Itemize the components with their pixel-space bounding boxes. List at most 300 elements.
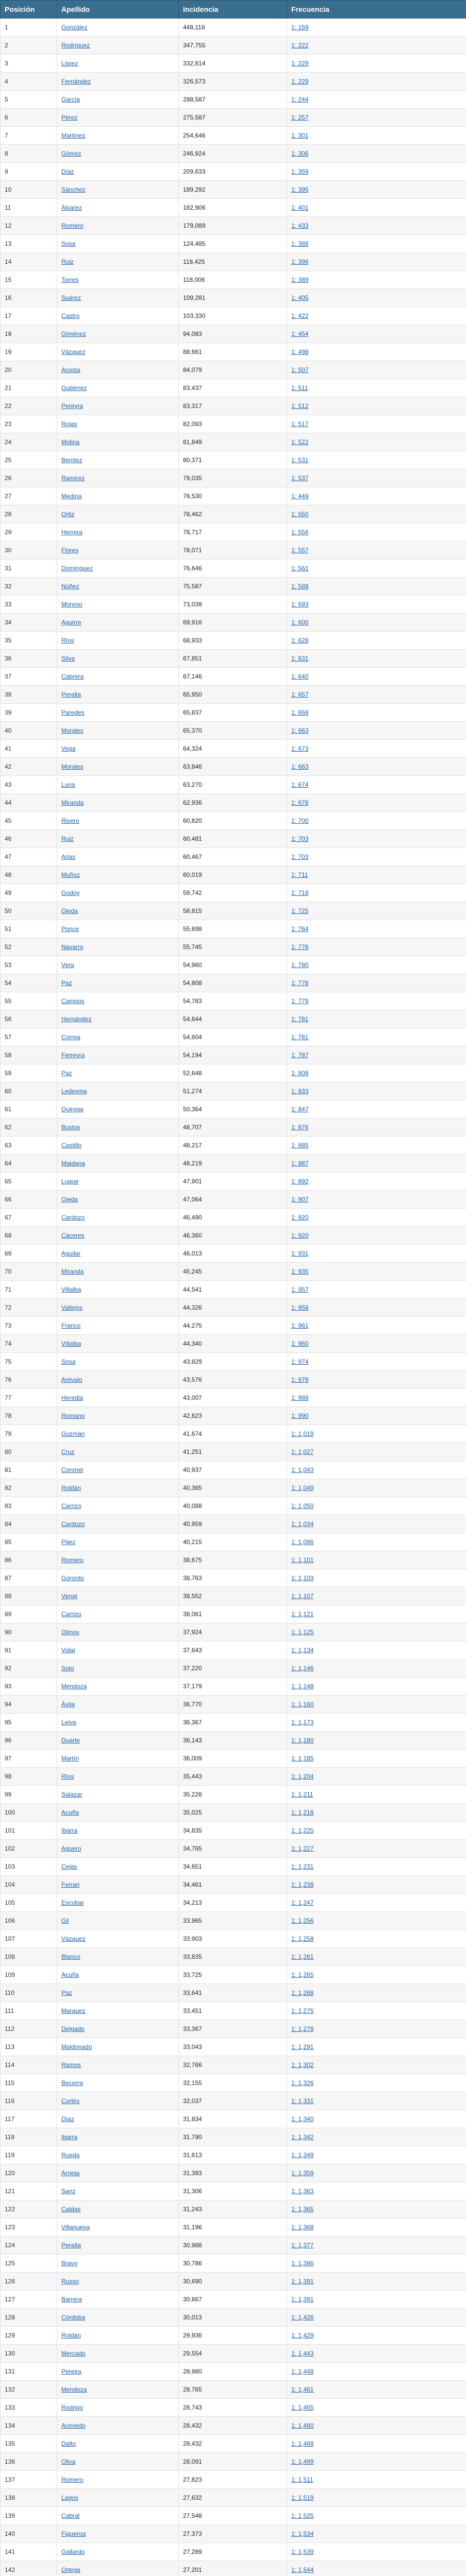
cell-apellido-link[interactable]: Roldán — [61, 2332, 81, 2339]
cell-frecuencia[interactable]: 1: 640 — [287, 668, 466, 686]
cell-apellido-link[interactable]: Castro — [61, 312, 80, 319]
cell-apellido-link[interactable]: Blanco — [61, 1953, 80, 1960]
cell-frecuencia[interactable]: 1: 1,185 — [287, 1750, 466, 1768]
cell-frecuencia[interactable]: 1: 511 — [287, 379, 466, 397]
cell-apellido-link[interactable]: Caldas — [61, 2206, 81, 2213]
cell-apellido-link[interactable]: Paz — [61, 1070, 72, 1077]
cell-frecuencia[interactable]: 1: 700 — [287, 812, 466, 830]
cell-frecuencia[interactable]: 1: 244 — [287, 91, 466, 109]
cell-apellido-link[interactable]: Olmos — [61, 1629, 79, 1636]
cell-frecuencia[interactable]: 1: 1,204 — [287, 1768, 466, 1786]
cell-apellido-link[interactable]: Cruz — [61, 1448, 75, 1455]
cell-frecuencia[interactable]: 1: 1,525 — [287, 2507, 466, 2525]
cell-frecuencia[interactable]: 1: 776 — [287, 938, 466, 956]
cell-frecuencia[interactable]: 1: 550 — [287, 505, 466, 523]
cell-frecuencia[interactable]: 1: 306 — [287, 145, 466, 163]
cell-apellido-link[interactable]: Ortiz — [61, 511, 75, 518]
cell-apellido-link[interactable]: Ríos — [61, 1773, 74, 1780]
cell-apellido-link[interactable]: Morales — [61, 727, 84, 734]
cell-frecuencia[interactable]: 1: 703 — [287, 830, 466, 848]
cell-incidencia: 209,633 — [179, 163, 287, 181]
cell-apellido-link[interactable]: Cáceres — [61, 1232, 85, 1239]
cell-apellido-link[interactable]: Sosa — [61, 240, 76, 247]
cell-apellido-link[interactable]: Giménez — [61, 330, 87, 337]
cell-apellido-link[interactable]: Romano — [61, 1412, 85, 1419]
cell-frecuencia[interactable]: 1: 537 — [287, 469, 466, 487]
cell-frecuencia[interactable]: 1: 847 — [287, 1100, 466, 1118]
cell-apellido-link[interactable]: Guzmán — [61, 1430, 85, 1437]
cell-apellido-link[interactable]: Peralta — [61, 2242, 81, 2249]
cell-apellido-link[interactable]: Peralta — [61, 691, 81, 698]
cell-apellido-link[interactable]: Pereyra — [61, 402, 84, 410]
cell-apellido-link[interactable]: Rodrigo — [61, 2404, 84, 2411]
cell-frecuencia[interactable]: 1: 1,218 — [287, 1804, 466, 1822]
cell-incidencia: 55,745 — [179, 938, 287, 956]
cell-apellido-link[interactable]: Pérez — [61, 114, 78, 121]
cell-frecuencia[interactable]: 1: 1,391 — [287, 2273, 466, 2291]
cell-frecuencia[interactable]: 1: 1,261 — [287, 1948, 466, 1966]
cell-frecuencia[interactable]: 1: 433 — [287, 217, 466, 235]
cell-apellido-link[interactable]: Cardozo — [61, 1214, 85, 1221]
cell-frecuencia[interactable]: 1: 1,429 — [287, 2327, 466, 2345]
cell-frecuencia[interactable]: 1: 557 — [287, 541, 466, 560]
cell-apellido-link[interactable]: Medina — [61, 493, 82, 500]
cell-apellido-link[interactable]: Páez — [61, 1538, 76, 1546]
cell-frecuencia[interactable]: 1: 222 — [287, 37, 466, 55]
cell-frecuencia[interactable]: 1: 663 — [287, 722, 466, 740]
cell-frecuencia[interactable]: 1: 1,101 — [287, 1551, 466, 1569]
cell-apellido-link[interactable]: Romero — [61, 222, 84, 229]
cell-frecuencia[interactable]: 1: 778 — [287, 974, 466, 992]
cell-frecuencia[interactable]: 1: 1,121 — [287, 1605, 466, 1623]
cell-frecuencia[interactable]: 1: 1,086 — [287, 1533, 466, 1551]
cell-apellido-link[interactable]: Álvarez — [61, 204, 82, 211]
cell-apellido-link[interactable]: Miranda — [61, 799, 84, 806]
cell-frecuencia[interactable]: 1: 1,027 — [287, 1443, 466, 1461]
cell-apellido-link[interactable]: Acuña — [61, 1809, 79, 1816]
cell-apellido-link[interactable]: Ledesma — [61, 1088, 87, 1095]
cell-frecuencia[interactable]: 1: 512 — [287, 397, 466, 415]
cell-apellido-link[interactable]: Vergé — [61, 1592, 78, 1600]
cell-apellido-link[interactable]: Díaz — [61, 2115, 74, 2123]
cell-apellido-link[interactable]: Correa — [61, 1033, 80, 1041]
cell-frecuencia[interactable]: 1: 1,180 — [287, 1732, 466, 1750]
cell-apellido-link[interactable]: Carrizo — [61, 1502, 81, 1510]
cell-apellido-link[interactable]: Sanz — [61, 2188, 76, 2195]
cell-frecuencia[interactable]: 1: 711 — [287, 866, 466, 884]
cell-apellido — [57, 1443, 179, 1461]
cell-frecuencia[interactable]: 1: 1,326 — [287, 2074, 466, 2092]
cell-frecuencia[interactable]: 1: 1,349 — [287, 2146, 466, 2164]
cell-frecuencia[interactable]: 1: 593 — [287, 596, 466, 614]
cell-frecuencia[interactable]: 1: 1,465 — [287, 2399, 466, 2417]
cell-frecuencia[interactable]: 1: 1,365 — [287, 2200, 466, 2218]
cell-incidencia: 54,604 — [179, 1028, 287, 1046]
cell-frecuencia[interactable]: 1: 1,391 — [287, 2291, 466, 2309]
cell-apellido-link[interactable]: Dalto — [61, 2440, 76, 2447]
cell-apellido-link[interactable]: Herrera — [61, 529, 82, 536]
cell-apellido-link[interactable]: Rueda — [61, 2151, 80, 2159]
cell-frecuencia[interactable]: 1: 1,368 — [287, 2218, 466, 2236]
cell-apellido-link[interactable]: Romero — [61, 1556, 84, 1564]
cell-apellido-link[interactable]: García — [61, 96, 80, 103]
cell-apellido-link[interactable]: Cejas — [61, 1863, 77, 1870]
cell-frecuencia[interactable]: 1: 1,480 — [287, 2417, 466, 2435]
cell-frecuencia[interactable]: 1: 979 — [287, 1371, 466, 1389]
cell-apellido-link[interactable]: Córdoba — [61, 2314, 86, 2321]
cell-frecuencia[interactable]: 1: 887 — [287, 1155, 466, 1173]
cell-frecuencia[interactable]: 1: 1,043 — [287, 1461, 466, 1479]
cell-frecuencia[interactable]: 1: 876 — [287, 1118, 466, 1137]
cell-frecuencia[interactable]: 1: 561 — [287, 560, 466, 578]
cell-frecuencia[interactable]: 1: 1,342 — [287, 2128, 466, 2146]
cell-apellido-link[interactable]: Torres — [61, 276, 79, 283]
cell-frecuencia[interactable]: 1: 657 — [287, 686, 466, 704]
cell-frecuencia[interactable]: 1: 388 — [287, 235, 466, 253]
table-row — [1, 2020, 466, 2038]
cell-frecuencia[interactable]: 1: 974 — [287, 1353, 466, 1371]
cell-apellido-link[interactable]: Navarro — [61, 943, 84, 951]
cell-frecuencia[interactable]: 1: 960 — [287, 1335, 466, 1353]
cell-apellido-link[interactable]: Rodríguez — [61, 42, 90, 49]
cell-frecuencia[interactable]: 1: 1,146 — [287, 1659, 466, 1677]
cell-apellido-link[interactable]: Martínez — [61, 132, 86, 139]
cell-apellido-link[interactable]: Godoy — [61, 889, 80, 896]
cell-apellido-link[interactable]: Delgado — [61, 2025, 85, 2032]
cell-frecuencia[interactable]: 1: 395 — [287, 181, 466, 199]
cell-apellido-link[interactable]: Villanueva — [61, 2224, 90, 2231]
cell-frecuencia[interactable]: 1: 935 — [287, 1263, 466, 1281]
cell-apellido-link[interactable]: Villalba — [61, 1340, 81, 1347]
cell-frecuencia[interactable]: 1: 422 — [287, 307, 466, 325]
cell-frecuencia[interactable]: 1: 1,265 — [287, 1966, 466, 1984]
cell-apellido-link[interactable]: Escobar — [61, 1899, 85, 1906]
cell-apellido-link[interactable]: Arias — [61, 853, 76, 860]
cell-apellido-link[interactable]: Ojeda — [61, 1196, 78, 1203]
cell-apellido-link[interactable]: Roldán — [61, 1484, 81, 1492]
cell-apellido-link[interactable]: Villalba — [61, 1286, 81, 1293]
cell-apellido-link[interactable]: Hernández — [61, 1015, 92, 1023]
cell-frecuencia[interactable]: 1: 1,448 — [287, 2363, 466, 2381]
cell-apellido-link[interactable]: Acevedo — [61, 2422, 86, 2429]
cell-frecuencia[interactable]: 1: 1,363 — [287, 2182, 466, 2200]
cell-apellido-link[interactable]: Vázquez — [61, 348, 86, 355]
cell-apellido-link[interactable]: Acuña — [61, 1971, 79, 1978]
cell-frecuencia[interactable]: 1: 961 — [287, 1317, 466, 1335]
header-posicion[interactable]: Posición — [1, 1, 57, 19]
cell-frecuencia[interactable]: 1: 359 — [287, 163, 466, 181]
cell-apellido-link[interactable]: Gil — [61, 1917, 69, 1924]
cell-frecuencia[interactable]: 1: 779 — [287, 992, 466, 1010]
cell-apellido-link[interactable]: Vázquez — [61, 1935, 86, 1942]
cell-frecuencia[interactable]: 1: 257 — [287, 109, 466, 127]
cell-apellido-link[interactable]: Quiroga — [61, 1106, 84, 1113]
cell-frecuencia[interactable]: 1: 1,227 — [287, 1840, 466, 1858]
cell-apellido-link[interactable]: Aguirre — [61, 619, 81, 626]
cell-frecuencia[interactable]: 1: 988 — [287, 1389, 466, 1407]
cell-frecuencia[interactable]: 1: 678 — [287, 794, 466, 812]
cell-frecuencia[interactable]: 1: 1,278 — [287, 2020, 466, 2038]
cell-frecuencia[interactable]: 1: 1,125 — [287, 1623, 466, 1641]
cell-apellido-link[interactable]: Vera — [61, 961, 74, 969]
cell-apellido-link[interactable]: Fernández — [61, 78, 91, 85]
cell-apellido-link[interactable]: Ferreyra — [61, 1052, 85, 1059]
cell-apellido-link[interactable]: Castillo — [61, 1142, 82, 1149]
cell-frecuencia[interactable]: 1: 401 — [287, 199, 466, 217]
cell-frecuencia[interactable]: 1: 1,331 — [287, 2092, 466, 2110]
cell-frecuencia[interactable]: 1: 1,134 — [287, 1641, 466, 1659]
cell-frecuencia[interactable]: 1: 631 — [287, 650, 466, 668]
cell-apellido-link[interactable]: Suárez — [61, 294, 81, 301]
cell-apellido-link[interactable]: Carrizo — [61, 1611, 81, 1618]
cell-frecuencia[interactable]: 1: 931 — [287, 1245, 466, 1263]
cell-frecuencia[interactable]: 1: 229 — [287, 55, 466, 73]
cell-apellido-link[interactable]: Ibarra — [61, 1827, 78, 1834]
cell-apellido-link[interactable]: Ferrari — [61, 1881, 80, 1888]
cell-frecuencia[interactable]: 1: 781 — [287, 1010, 466, 1028]
cell-frecuencia[interactable]: 1: 1,544 — [287, 2561, 466, 2576]
cell-apellido-link[interactable]: Duarte — [61, 1737, 80, 1744]
cell-frecuencia[interactable]: 1: 1,539 — [287, 2543, 466, 2561]
cell-frecuencia[interactable]: 1: 673 — [287, 740, 466, 758]
cell-frecuencia[interactable]: 1: 449 — [287, 487, 466, 505]
cell-frecuencia[interactable]: 1: 1,275 — [287, 2002, 466, 2020]
cell-apellido-link[interactable]: Heredia — [61, 1394, 84, 1401]
cell-frecuencia[interactable]: 1: 628 — [287, 632, 466, 650]
cell-frecuencia[interactable]: 1: 517 — [287, 415, 466, 433]
cell-frecuencia[interactable]: 1: 920 — [287, 1209, 466, 1227]
cell-apellido-link[interactable]: Russo — [61, 2278, 79, 2285]
cell-apellido-link[interactable]: Ávila — [61, 1701, 75, 1708]
cell-frecuencia[interactable]: 1: 1,225 — [287, 1822, 466, 1840]
cell-frecuencia[interactable]: 1: 1,511 — [287, 2471, 466, 2489]
cell-frecuencia[interactable]: 1: 498 — [287, 343, 466, 361]
cell-apellido-link[interactable]: Vallejos — [61, 1304, 83, 1311]
cell-frecuencia[interactable]: 1: 957 — [287, 1281, 466, 1299]
cell-apellido-link[interactable]: Ibarra — [61, 2133, 78, 2141]
cell-apellido-link[interactable]: Oliva — [61, 2458, 76, 2465]
cell-apellido-link[interactable]: Ruiz — [61, 835, 74, 842]
cell-incidencia: 52,648 — [179, 1064, 287, 1082]
cell-frecuencia[interactable]: 1: 808 — [287, 1064, 466, 1082]
cell-apellido-link[interactable]: Bravo — [61, 2260, 78, 2267]
cell-apellido-link[interactable]: Figueroa — [61, 2530, 86, 2537]
cell-frecuencia[interactable]: 1: 1,461 — [287, 2381, 466, 2399]
cell-apellido-link[interactable]: Sosa — [61, 1358, 76, 1365]
cell-frecuencia[interactable]: 1: 663 — [287, 758, 466, 776]
cell-frecuencia[interactable]: 1: 1,443 — [287, 2345, 466, 2363]
cell-apellido-link[interactable]: Maldonado — [61, 2043, 92, 2050]
cell-apellido-link[interactable]: Arévalo — [61, 1376, 82, 1383]
cell-frecuencia[interactable]: 1: 389 — [287, 271, 466, 289]
cell-apellido-link[interactable]: Moreno — [61, 601, 82, 608]
cell-apellido-link[interactable]: Silva — [61, 655, 75, 662]
cell-apellido-link[interactable]: Ponce — [61, 925, 79, 933]
cell-frecuencia[interactable]: 1: 405 — [287, 289, 466, 307]
cell-frecuencia[interactable]: 1: 958 — [287, 1299, 466, 1317]
cell-apellido-link[interactable]: Campos — [61, 997, 85, 1005]
cell-frecuencia[interactable]: 1: 892 — [287, 1173, 466, 1191]
cell-frecuencia[interactable]: 1: 1,103 — [287, 1569, 466, 1587]
cell-frecuencia[interactable]: 1: 907 — [287, 1191, 466, 1209]
cell-frecuencia[interactable]: 1: 229 — [287, 73, 466, 91]
cell-apellido-link[interactable]: Molina — [61, 438, 80, 446]
cell-frecuencia[interactable]: 1: 600 — [287, 614, 466, 632]
cell-frecuencia[interactable]: 1: 589 — [287, 578, 466, 596]
cell-frecuencia[interactable]: 1: 1,386 — [287, 2255, 466, 2273]
cell-frecuencia[interactable]: 1: 1,499 — [287, 2453, 466, 2471]
cell-apellido-link[interactable]: Coronel — [61, 1466, 84, 1473]
cell-apellido-link[interactable]: Martín — [61, 1755, 79, 1762]
cell-frecuencia[interactable]: 1: 1,302 — [287, 2056, 466, 2074]
cell-frecuencia[interactable]: 1: 1,148 — [287, 1677, 466, 1696]
cell-apellido-link[interactable]: Mendoza — [61, 2386, 87, 2393]
cell-apellido-link[interactable]: Aguilar — [61, 1250, 81, 1257]
cell-apellido-link[interactable]: Vidal — [61, 1647, 75, 1654]
cell-frecuencia[interactable]: 1: 556 — [287, 523, 466, 541]
cell-frecuencia[interactable]: 1: 781 — [287, 1028, 466, 1046]
cell-frecuencia[interactable]: 1: 885 — [287, 1137, 466, 1155]
cell-frecuencia[interactable]: 1: 780 — [287, 956, 466, 974]
cell-apellido-link[interactable]: Cabrera — [61, 673, 84, 680]
cell-frecuencia[interactable]: 1: 522 — [287, 433, 466, 451]
header-frecuencia[interactable]: Frecuencia — [287, 1, 466, 19]
table-row — [1, 1804, 466, 1822]
cell-frecuencia[interactable]: 1: 764 — [287, 920, 466, 938]
cell-apellido-link[interactable]: Luque — [61, 1178, 79, 1185]
table-row — [1, 145, 466, 163]
cell-frecuencia[interactable]: 1: 1,258 — [287, 1930, 466, 1948]
cell-apellido-link[interactable]: Ramos — [61, 2061, 81, 2069]
cell-frecuencia[interactable]: 1: 1,238 — [287, 1876, 466, 1894]
cell-apellido-link[interactable]: Soto — [61, 1665, 74, 1672]
cell-frecuencia[interactable]: 1: 833 — [287, 1082, 466, 1100]
cell-apellido-link[interactable]: González — [61, 24, 88, 31]
cell-frecuencia[interactable]: 1: 531 — [287, 451, 466, 469]
cell-frecuencia[interactable]: 1: 787 — [287, 1046, 466, 1064]
cell-apellido-link[interactable]: Arrieta — [61, 2170, 80, 2177]
header-incidencia[interactable]: Incidencia — [179, 1, 287, 19]
cell-frecuencia[interactable]: 1: 507 — [287, 361, 466, 379]
cell-apellido-link[interactable]: Marquez — [61, 2007, 86, 2014]
cell-frecuencia[interactable]: 1: 703 — [287, 848, 466, 866]
cell-frecuencia[interactable]: 1: 454 — [287, 325, 466, 343]
cell-frecuencia[interactable]: 1: 1,256 — [287, 1912, 466, 1930]
cell-frecuencia[interactable]: 1: 1,173 — [287, 1714, 466, 1732]
cell-frecuencia[interactable]: 1: 1,268 — [287, 1984, 466, 2002]
cell-frecuencia[interactable]: 1: 1,359 — [287, 2164, 466, 2182]
cell-apellido-link[interactable]: Salazar — [61, 1791, 82, 1798]
cell-apellido-link[interactable]: Cabral — [61, 2512, 80, 2519]
cell-frecuencia[interactable]: 1: 1,231 — [287, 1858, 466, 1876]
cell-frecuencia[interactable]: 1: 159 — [287, 19, 466, 37]
cell-frecuencia[interactable]: 1: 1,377 — [287, 2236, 466, 2255]
cell-apellido-link[interactable]: Mercado — [61, 2350, 86, 2357]
cell-apellido-link[interactable]: Rivero — [61, 817, 79, 824]
cell-apellido-link[interactable]: Morales — [61, 763, 84, 770]
cell-frecuencia[interactable]: 1: 1,340 — [287, 2110, 466, 2128]
cell-frecuencia[interactable]: 1: 1,291 — [287, 2038, 466, 2056]
cell-apellido-link[interactable]: Ojeda — [61, 907, 78, 914]
cell-frecuencia[interactable]: 1: 1,049 — [287, 1479, 466, 1497]
cell-apellido-link[interactable]: Díaz — [61, 168, 74, 175]
cell-apellido-link[interactable]: Muñoz — [61, 871, 80, 878]
cell-apellido-link[interactable]: Aguero — [61, 1845, 81, 1852]
cell-apellido-link[interactable]: Vega — [61, 745, 76, 752]
cell-frecuencia[interactable]: 1: 1,034 — [287, 1515, 466, 1533]
cell-frecuencia[interactable]: 1: 990 — [287, 1407, 466, 1425]
cell-frecuencia[interactable]: 1: 1,519 — [287, 2489, 466, 2507]
cell-apellido-link[interactable]: Ortega — [61, 2566, 80, 2573]
cell-apellido-link[interactable]: Benítez — [61, 456, 82, 464]
cell-apellido-link[interactable]: Flores — [61, 547, 79, 554]
cell-apellido-link[interactable]: Rojas — [61, 420, 77, 428]
cell-apellido-link[interactable]: Gorordo — [61, 1574, 85, 1582]
cell-apellido-link[interactable]: Leiva — [61, 1719, 76, 1726]
cell-apellido-link[interactable]: Paz — [61, 979, 72, 987]
cell-frecuencia[interactable]: 1: 1,019 — [287, 1425, 466, 1443]
cell-apellido-link[interactable]: Pereira — [61, 2368, 81, 2375]
cell-apellido-link[interactable]: Miranda — [61, 1268, 84, 1275]
cell-apellido-link[interactable]: Domínguez — [61, 565, 93, 572]
cell-apellido-link[interactable]: Barrera — [61, 2296, 82, 2303]
cell-apellido-link[interactable]: Cortés — [61, 2097, 80, 2105]
cell-frecuencia[interactable]: 1: 658 — [287, 704, 466, 722]
cell-frecuencia[interactable]: 1: 1,534 — [287, 2525, 466, 2543]
cell-posicion: 23 — [1, 415, 57, 433]
cell-apellido-link[interactable]: Gutiérrez — [61, 384, 87, 392]
cell-apellido-link[interactable]: Lagos — [61, 2494, 78, 2501]
cell-apellido-link[interactable]: Ríos — [61, 637, 74, 644]
cell-apellido-link[interactable]: Núñez — [61, 583, 79, 590]
cell-apellido-link[interactable]: Franco — [61, 1322, 81, 1329]
cell-apellido-link[interactable]: Gómez — [61, 150, 81, 157]
cell-frecuencia[interactable]: 1: 301 — [287, 127, 466, 145]
cell-apellido-link[interactable]: Bustos — [61, 1124, 80, 1131]
cell-frecuencia[interactable]: 1: 1,160 — [287, 1696, 466, 1714]
cell-apellido — [57, 2128, 179, 2146]
cell-incidencia: 34,213 — [179, 1894, 287, 1912]
cell-apellido — [57, 1173, 179, 1191]
cell-frecuencia[interactable]: 1: 1,488 — [287, 2435, 466, 2453]
cell-apellido-link[interactable]: Luna — [61, 781, 75, 788]
cell-apellido-link[interactable]: Acosta — [61, 366, 80, 374]
cell-frecuencia[interactable]: 1: 1,211 — [287, 1786, 466, 1804]
cell-frecuencia[interactable]: 1: 718 — [287, 884, 466, 902]
cell-apellido-link[interactable]: Mendoza — [61, 1683, 87, 1690]
cell-apellido-link[interactable]: López — [61, 60, 78, 67]
cell-apellido-link[interactable]: Cardozo — [61, 1520, 85, 1528]
cell-frecuencia[interactable]: 1: 1,107 — [287, 1587, 466, 1605]
cell-apellido-link[interactable]: Ramírez — [61, 474, 85, 482]
cell-frecuencia[interactable]: 1: 920 — [287, 1227, 466, 1245]
header-apellido[interactable]: Apellido — [57, 1, 179, 19]
cell-apellido-link[interactable]: Paredes — [61, 709, 85, 716]
cell-frecuencia[interactable]: 1: 1,050 — [287, 1497, 466, 1515]
cell-frecuencia[interactable]: 1: 674 — [287, 776, 466, 794]
cell-frecuencia[interactable]: 1: 1,426 — [287, 2309, 466, 2327]
cell-apellido-link[interactable]: Maidana — [61, 1160, 86, 1167]
cell-frecuencia[interactable]: 1: 1,247 — [287, 1894, 466, 1912]
cell-apellido-link[interactable]: Ruiz — [61, 258, 74, 265]
cell-apellido-link[interactable]: Sánchez — [61, 186, 86, 193]
cell-apellido-link[interactable]: Gallardo — [61, 2548, 85, 2555]
cell-apellido-link[interactable]: Paz — [61, 1989, 72, 1996]
cell-frecuencia[interactable]: 1: 725 — [287, 902, 466, 920]
cell-frecuencia[interactable]: 1: 396 — [287, 253, 466, 271]
cell-apellido-link[interactable]: Becerra — [61, 2079, 84, 2087]
cell-apellido-link[interactable]: Romero — [61, 2476, 84, 2483]
